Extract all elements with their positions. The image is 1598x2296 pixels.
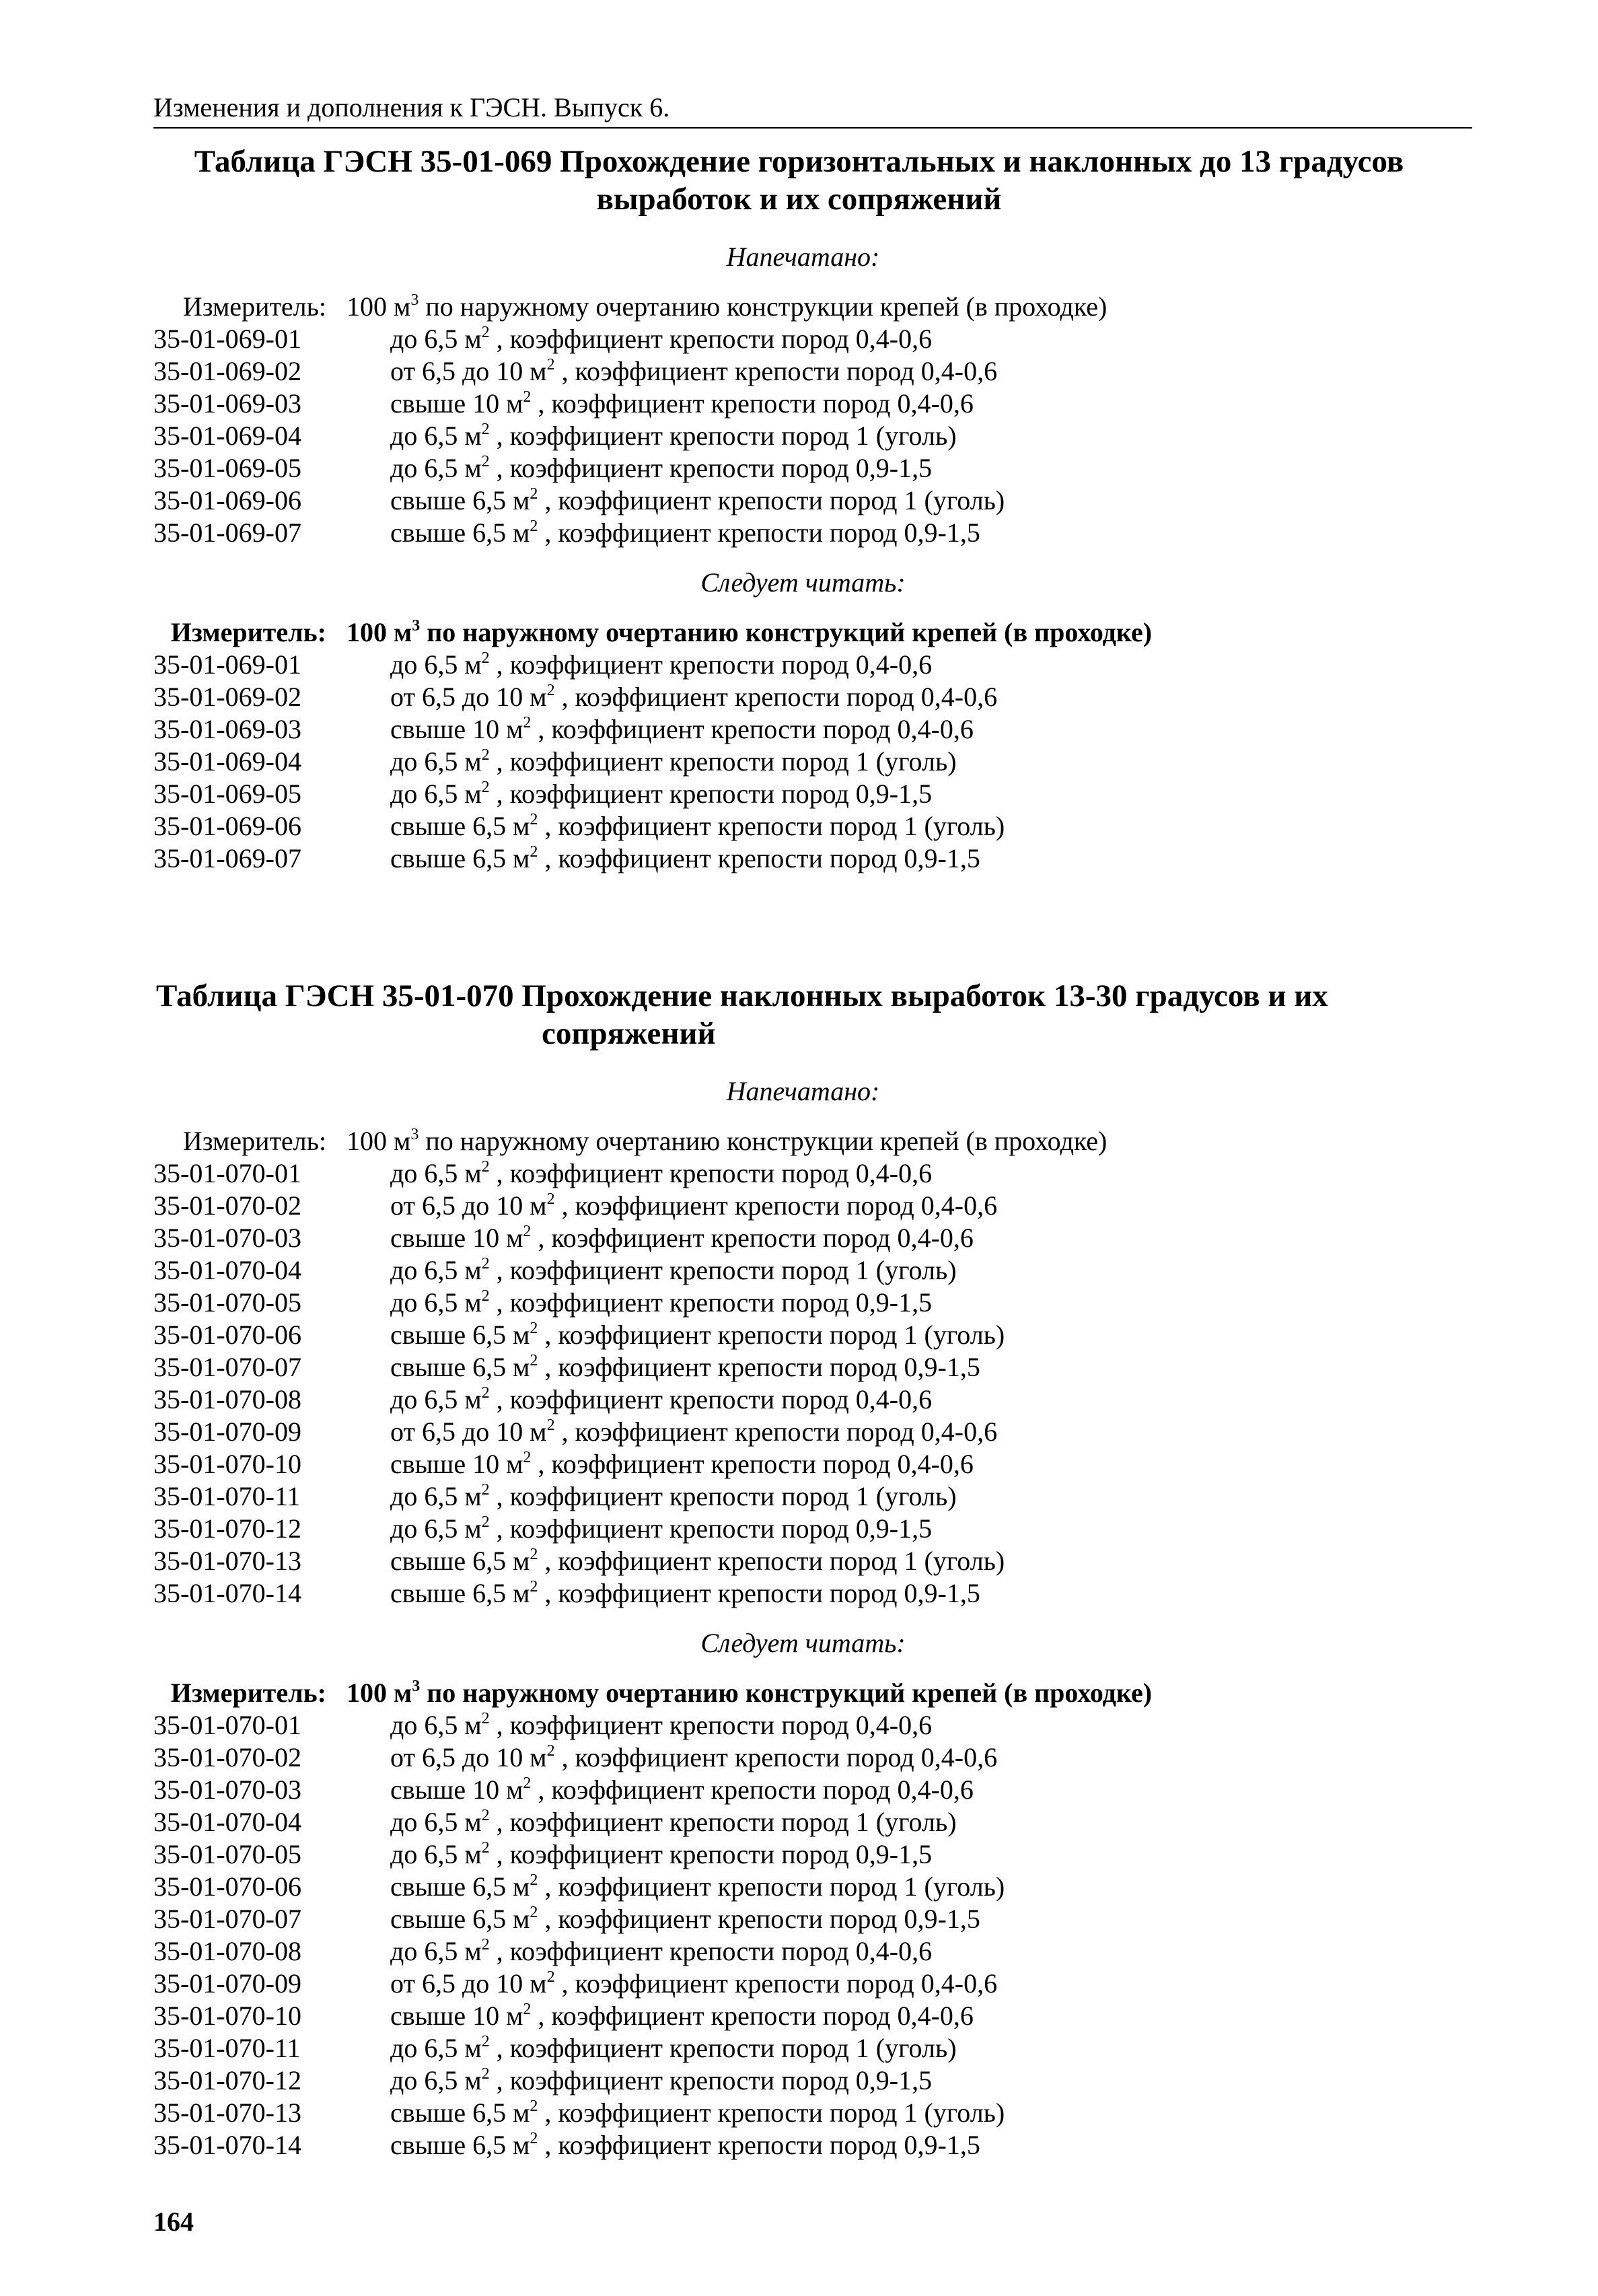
- table-row: [0, 355, 1598, 388]
- item-code: 35-01-070-02: [153, 1190, 301, 1221]
- table-row: [0, 1838, 1598, 1871]
- item-description: до 6,5 $м^2$ , коэффициент крепости пород 0,4-0,6: [390, 324, 933, 354]
- unit-label: Измеритель:: [182, 1126, 326, 1156]
- item-description: свыше 10 $м^2$ , коэффициент крепости пород 0,4-0,6: [390, 1449, 974, 1479]
- item-description: свыше 6,5 $м^2$ , коэффициент крепости пород 1 (уголь): [390, 2097, 1005, 2128]
- item-code: 35-01-069-01: [153, 324, 301, 354]
- table-row: [0, 1254, 1598, 1287]
- table-title-line-1: Таблица ГЭСН 35-01-069 Прохождение горизонтальных и наклонных до 13 градусов: [194, 144, 1404, 179]
- item-code: 35-01-070-05: [153, 1839, 301, 1869]
- table-row: [0, 420, 1598, 452]
- corrected-label: Следует читать:: [700, 567, 906, 598]
- table-row: [0, 485, 1598, 517]
- table-row: [0, 778, 1598, 810]
- table-row: [0, 1190, 1598, 1222]
- unit-value: 100 $м^3$ по наружному очертанию конструкций крепей (в проходке): [347, 617, 1153, 647]
- item-code: 35-01-069-06: [153, 811, 301, 841]
- table-row: [0, 388, 1598, 420]
- table-row: [0, 1774, 1598, 1806]
- item-description: от 6,5 до 10 $м^2$ , коэффициент крепости пород 0,4-0,6: [390, 1742, 998, 1772]
- item-description: до 6,5 $м^2$ , коэффициент крепости пород 0,9-1,5: [390, 779, 933, 809]
- item-code: 35-01-070-03: [153, 1774, 301, 1805]
- item-description: свыше 6,5 $м^2$ , коэффициент крепости пород 1 (уголь): [390, 1871, 1005, 1902]
- table-row: [0, 1577, 1598, 1610]
- unit-row: [0, 1677, 1598, 1709]
- table-row: [0, 1968, 1598, 2000]
- table-row: [0, 810, 1598, 842]
- table-row: [0, 517, 1598, 549]
- item-description: до 6,5 $м^2$ , коэффициент крепости пород 1 (уголь): [390, 421, 957, 451]
- item-description: от 6,5 до 10 $м^2$ , коэффициент крепости пород 0,4-0,6: [390, 1968, 998, 1999]
- table-row: [0, 2032, 1598, 2065]
- item-description: свыше 6,5 $м^2$ , коэффициент крепости пород 0,9-1,5: [390, 1352, 980, 1382]
- item-code: 35-01-070-04: [153, 1255, 301, 1285]
- item-code: 35-01-069-05: [153, 453, 301, 483]
- item-code: 35-01-070-05: [153, 1287, 301, 1318]
- item-code: 35-01-070-07: [153, 1352, 301, 1382]
- table-row: [0, 1806, 1598, 1838]
- table-section-070: [0, 977, 1598, 2161]
- item-code: 35-01-069-04: [153, 421, 301, 451]
- table-row: [0, 2065, 1598, 2097]
- item-description: до 6,5 $м^2$ , коэффициент крепости пород 1 (уголь): [390, 746, 957, 777]
- item-code: 35-01-070-09: [153, 1968, 301, 1999]
- unit-label: Измеритель:: [170, 1678, 326, 1708]
- running-header: Изменения и дополнения к ГЭСН. Выпуск 6.: [153, 92, 670, 122]
- item-description: свыше 10 $м^2$ , коэффициент крепости пород 0,4-0,6: [390, 1223, 974, 1253]
- printed-label: Напечатано:: [726, 242, 880, 272]
- item-description: до 6,5 $м^2$ , коэффициент крепости пород 0,9-1,5: [390, 1287, 933, 1318]
- table-row: [0, 1513, 1598, 1545]
- table-title-line-1: Таблица ГЭСН 35-01-070 Прохождение наклонных выработок 13-30 градусов и их: [156, 978, 1328, 1013]
- corrected-label: Следует читать:: [700, 1628, 906, 1658]
- table-row: [0, 1903, 1598, 1935]
- item-code: 35-01-070-01: [153, 1158, 301, 1188]
- item-description: до 6,5 $м^2$ , коэффициент крепости пород 1 (уголь): [390, 1255, 957, 1285]
- table-row: [0, 1384, 1598, 1416]
- item-code: 35-01-069-04: [153, 746, 301, 777]
- item-description: свыше 6,5 $м^2$ , коэффициент крепости пород 0,9-1,5: [390, 1578, 980, 1608]
- item-description: свыше 6,5 $м^2$ , коэффициент крепости пород 1 (уголь): [390, 485, 1005, 515]
- printed-label: Напечатано:: [726, 1076, 880, 1106]
- table-section-069: [0, 143, 1598, 875]
- table-row: [0, 1480, 1598, 1513]
- table-row: [0, 1319, 1598, 1351]
- item-description: свыше 6,5 $м^2$ , коэффициент крепости пород 1 (уголь): [390, 1320, 1005, 1350]
- item-code: 35-01-070-08: [153, 1936, 301, 1966]
- item-code: 35-01-070-11: [153, 2033, 301, 2063]
- item-code: 35-01-069-07: [153, 517, 301, 548]
- table-row: [0, 1416, 1598, 1448]
- item-description: от 6,5 до 10 $м^2$ , коэффициент крепости пород 0,4-0,6: [390, 682, 998, 712]
- item-description: до 6,5 $м^2$ , коэффициент крепости пород 0,9-1,5: [390, 1513, 933, 1544]
- page-number: 164: [153, 2207, 194, 2237]
- item-code: 35-01-069-01: [153, 649, 301, 680]
- item-code: 35-01-069-07: [153, 843, 301, 873]
- table-row: [0, 713, 1598, 746]
- rows-list: [0, 323, 1598, 549]
- unit-value: 100 $м^3$ по наружному очертанию конструкций крепей (в проходке): [347, 1678, 1153, 1708]
- item-description: свыше 6,5 $м^2$ , коэффициент крепости пород 0,9-1,5: [390, 2130, 980, 2160]
- item-code: 35-01-069-03: [153, 714, 301, 744]
- unit-label: Измеритель:: [170, 617, 326, 647]
- table-row: [0, 681, 1598, 713]
- item-description: до 6,5 $м^2$ , коэффициент крепости пород 1 (уголь): [390, 2033, 957, 2063]
- table-row: [0, 1157, 1598, 1190]
- item-code: 35-01-070-01: [153, 1710, 301, 1740]
- item-description: до 6,5 $м^2$ , коэффициент крепости пород 0,4-0,6: [390, 1710, 933, 1740]
- item-code: 35-01-070-12: [153, 1513, 301, 1544]
- item-description: до 6,5 $м^2$ , коэффициент крепости пород 1 (уголь): [390, 1481, 957, 1511]
- item-description: свыше 6,5 $м^2$ , коэффициент крепости пород 0,9-1,5: [390, 1904, 980, 1934]
- item-code: 35-01-070-03: [153, 1223, 301, 1253]
- item-code: 35-01-070-02: [153, 1742, 301, 1772]
- item-code: 35-01-070-14: [153, 2130, 301, 2160]
- table-row: [0, 2097, 1598, 2129]
- unit-value: 100 $м^3$ по наружному очертанию конструкции крепей (в проходке): [347, 1126, 1107, 1156]
- item-code: 35-01-070-14: [153, 1578, 301, 1608]
- table-row: [0, 1448, 1598, 1480]
- item-description: от 6,5 до 10 $м^2$ , коэффициент крепости пород 0,4-0,6: [390, 1190, 998, 1221]
- table-title-line-2: выработок и их сопряжений: [596, 182, 1002, 217]
- rows-list: [0, 1157, 1598, 1610]
- table-row: [0, 842, 1598, 875]
- unit-row: [0, 616, 1598, 649]
- table-title: [0, 143, 1598, 218]
- table-row: [0, 2000, 1598, 2032]
- item-description: свыше 10 $м^2$ , коэффициент крепости пород 0,4-0,6: [390, 714, 974, 744]
- unit-label: Измеритель:: [182, 291, 326, 322]
- table-row: [0, 1871, 1598, 1903]
- item-code: 35-01-070-09: [153, 1416, 301, 1447]
- item-code: 35-01-070-10: [153, 1449, 301, 1479]
- item-code: 35-01-070-06: [153, 1320, 301, 1350]
- table-row: [0, 1222, 1598, 1254]
- item-code: 35-01-070-13: [153, 1546, 301, 1576]
- item-description: от 6,5 до 10 $м^2$ , коэффициент крепости пород 0,4-0,6: [390, 356, 998, 386]
- rows-list: [0, 649, 1598, 875]
- item-description: свыше 6,5 $м^2$ , коэффициент крепости пород 1 (уголь): [390, 811, 1005, 841]
- item-description: свыше 10 $м^2$ , коэффициент крепости пород 0,4-0,6: [390, 1774, 974, 1805]
- table-row: [0, 1742, 1598, 1774]
- item-description: свыше 6,5 $м^2$ , коэффициент крепости пород 1 (уголь): [390, 1546, 1005, 1576]
- table-row: [0, 323, 1598, 355]
- item-code: 35-01-070-08: [153, 1384, 301, 1414]
- item-code: 35-01-070-10: [153, 2001, 301, 2031]
- item-code: 35-01-069-06: [153, 485, 301, 515]
- item-code: 35-01-069-02: [153, 356, 301, 386]
- item-code: 35-01-070-04: [153, 1807, 301, 1837]
- item-description: до 6,5 $м^2$ , коэффициент крепости пород 0,9-1,5: [390, 453, 933, 483]
- header-rule: [153, 127, 1472, 129]
- table-row: [0, 1545, 1598, 1577]
- unit-row: [0, 1125, 1598, 1157]
- item-code: 35-01-070-13: [153, 2097, 301, 2128]
- table-row: [0, 452, 1598, 485]
- item-description: до 6,5 $м^2$ , коэффициент крепости пород 0,4-0,6: [390, 1936, 933, 1966]
- item-description: свыше 6,5 $м^2$ , коэффициент крепости пород 0,9-1,5: [390, 517, 980, 548]
- item-description: до 6,5 $м^2$ , коэффициент крепости пород 0,9-1,5: [390, 2065, 933, 2095]
- item-code: 35-01-070-06: [153, 1871, 301, 1902]
- item-description: до 6,5 $м^2$ , коэффициент крепости пород 0,9-1,5: [390, 1839, 933, 1869]
- table-row: [0, 649, 1598, 681]
- table-row: [0, 1935, 1598, 1968]
- table-title: [0, 977, 1598, 1052]
- item-code: 35-01-069-03: [153, 388, 301, 419]
- item-code: 35-01-070-12: [153, 2065, 301, 2095]
- unit-value: 100 $м^3$ по наружному очертанию конструкции крепей (в проходке): [347, 291, 1107, 322]
- item-code: 35-01-070-07: [153, 1904, 301, 1934]
- item-code: 35-01-069-05: [153, 779, 301, 809]
- item-description: свыше 10 $м^2$ , коэффициент крепости пород 0,4-0,6: [390, 2001, 974, 2031]
- item-description: до 6,5 $м^2$ , коэффициент крепости пород 0,4-0,6: [390, 1384, 933, 1414]
- table-title-line-2: сопряжений: [542, 1016, 716, 1051]
- unit-row: [0, 291, 1598, 323]
- item-description: до 6,5 $м^2$ , коэффициент крепости пород 0,4-0,6: [390, 1158, 933, 1188]
- rows-list: [0, 1709, 1598, 2161]
- item-description: свыше 6,5 $м^2$ , коэффициент крепости пород 0,9-1,5: [390, 843, 980, 873]
- item-description: до 6,5 $м^2$ , коэффициент крепости пород 0,4-0,6: [390, 649, 933, 680]
- item-description: до 6,5 $м^2$ , коэффициент крепости пород 1 (уголь): [390, 1807, 957, 1837]
- table-row: [0, 2129, 1598, 2161]
- item-code: 35-01-070-11: [153, 1481, 301, 1511]
- table-row: [0, 746, 1598, 778]
- table-row: [0, 1351, 1598, 1384]
- item-description: от 6,5 до 10 $м^2$ , коэффициент крепости пород 0,4-0,6: [390, 1416, 998, 1447]
- table-row: [0, 1287, 1598, 1319]
- table-row: [0, 1709, 1598, 1742]
- item-code: 35-01-069-02: [153, 682, 301, 712]
- item-description: свыше 10 $м^2$ , коэффициент крепости пород 0,4-0,6: [390, 388, 974, 419]
